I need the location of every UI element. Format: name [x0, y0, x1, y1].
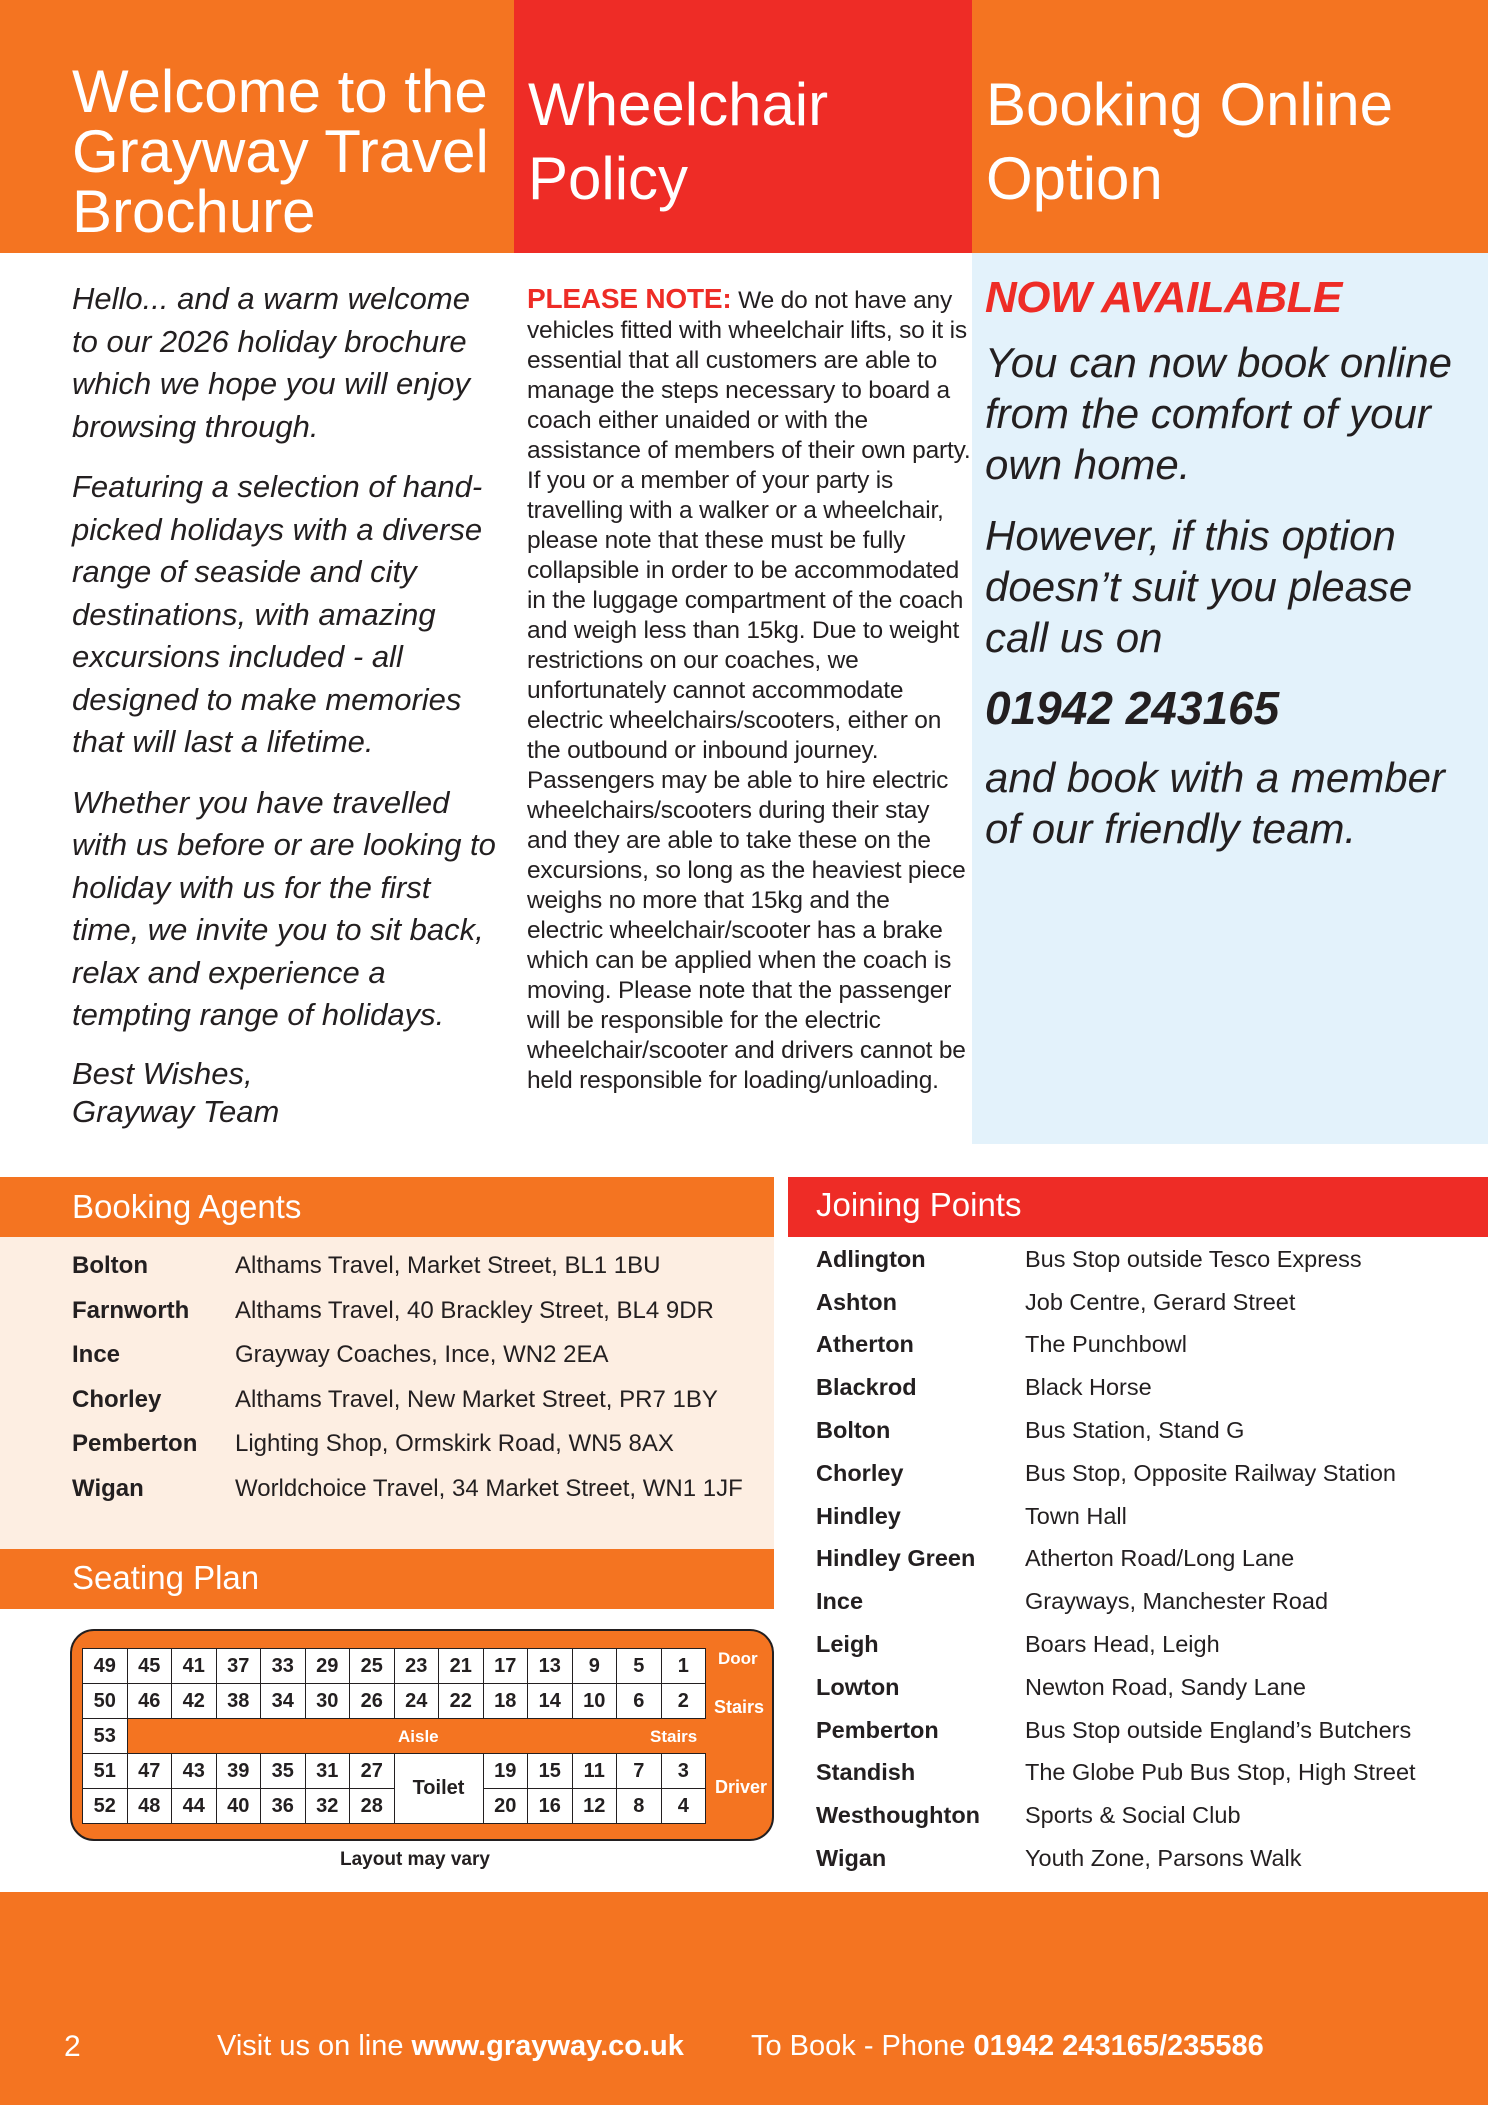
agent-row [72, 1333, 772, 1378]
seat: 23 [394, 1648, 440, 1684]
joining-row [816, 1623, 1488, 1666]
welcome-paragraph: Hello... and a warm welcome to our 2026 holiday brochure which we hope you will enjoy browsing through. [72, 281, 471, 444]
joining-location: Bus Stop outside Tesco Express [1025, 1245, 1362, 1272]
joining-location: The Punchbowl [1025, 1331, 1187, 1358]
signoff-team: Grayway Team [72, 1093, 280, 1129]
joining-town: Leigh [816, 1631, 879, 1658]
seat: 27 [349, 1753, 395, 1789]
agent-address: Althams Travel, New Market Street, PR7 1BY [235, 1385, 718, 1413]
to-book-label: To Book - Phone [751, 2030, 974, 2062]
seat: 48 [127, 1788, 173, 1824]
seat: 25 [349, 1648, 395, 1684]
agent-address: Althams Travel, Market Street, BL1 1BU [235, 1252, 661, 1280]
stairs-aisle-label: Stairs [650, 1727, 698, 1746]
booking-agents-title: Booking Agents [0, 1177, 774, 1237]
seat: 7 [616, 1753, 662, 1789]
agent-row [72, 1467, 772, 1512]
joining-row [816, 1281, 1488, 1324]
joining-town: Ashton [816, 1288, 897, 1315]
agent-town: Farnworth [72, 1296, 190, 1324]
agent-town: Chorley [72, 1385, 162, 1413]
joining-points-title: Joining Points [788, 1177, 1488, 1237]
seat: 24 [394, 1683, 440, 1719]
seat: 36 [260, 1788, 306, 1824]
agent-row [72, 1378, 772, 1423]
agent-town: Bolton [72, 1252, 148, 1280]
booking-header-line: Booking Online [986, 71, 1393, 138]
agent-address: Worldchoice Travel, 34 Market Street, WN1 1JF [235, 1474, 743, 1502]
booking-phone-numbers: 01942 243165/235586 [973, 2030, 1264, 2062]
agent-row [72, 1244, 772, 1289]
seat: 13 [527, 1648, 573, 1684]
stairs-side-label: Stairs [714, 1697, 765, 1717]
joining-location: Grayways, Manchester Road [1025, 1588, 1329, 1615]
joining-town: Bolton [816, 1417, 891, 1444]
agent-address: Althams Travel, 40 Brackley Street, BL4 9DR [235, 1296, 714, 1324]
seat: 31 [305, 1753, 351, 1789]
signoff-line: Best Wishes, [72, 1055, 253, 1091]
wheelchair-policy-text [527, 284, 972, 1096]
seat: 34 [260, 1683, 306, 1719]
aisle-label: Aisle [398, 1727, 439, 1746]
joining-town: Adlington [816, 1245, 926, 1272]
joining-row [816, 1666, 1488, 1709]
seat: 49 [82, 1648, 128, 1684]
joining-row [816, 1709, 1488, 1752]
seat: 11 [572, 1753, 618, 1789]
joining-row [816, 1538, 1488, 1581]
seat: 35 [260, 1753, 306, 1789]
now-available-label: NOW AVAILABLE [985, 273, 1342, 322]
joining-location: Job Centre, Gerard Street [1025, 1288, 1296, 1315]
footer-bar [0, 1892, 1488, 2105]
please-note-label: PLEASE NOTE: [527, 283, 732, 314]
wheelchair-header-line: Wheelchair [528, 71, 829, 138]
seat: 40 [216, 1788, 262, 1824]
seat: 42 [171, 1683, 217, 1719]
welcome-header-line: Welcome to the [72, 58, 488, 125]
joining-town: Atherton [816, 1331, 914, 1358]
seat: 4 [661, 1788, 707, 1824]
seat: 22 [438, 1683, 484, 1719]
seat: 15 [527, 1753, 573, 1789]
wheelchair-policy-body: We do not have any vehicles fitted with wheelchair lifts, so it is essential that all customers are able to manage the steps necessary to board a coach either unaided or with the assistance of members of their own party. If you or a member of your party is travelling with a walker or a wheelchair, please note that these must be fully collapsible in order to be accommodated in the luggage compartment of the coach and weigh less than 15kg. Due to weight restrictions on our coaches, we unfortunately cannot accommodate electric wheelchairs/scooters, either on the outbound or inbound journey. Passengers may be able to hire electric wheelchairs/scooters during their stay and they are able to take these on the excursions, so long as the heaviest piece weighs no more that 15kg and the electric wheelchair/scooter has a brake which can be applied when the coach is moving. Please note that the passenger will be responsible for the electric wheelchair/scooter and drivers cannot be held responsible for loading/unloading. [527, 287, 971, 1094]
agent-town: Wigan [72, 1474, 144, 1502]
joining-town: Standish [816, 1759, 916, 1786]
joining-row [816, 1409, 1488, 1452]
joining-row [816, 1238, 1488, 1281]
joining-town: Blackrod [816, 1374, 917, 1401]
joining-row [816, 1580, 1488, 1623]
layout-may-vary-note: Layout may vary [340, 1849, 490, 1870]
joining-town: Chorley [816, 1459, 904, 1486]
welcome-header [0, 0, 514, 253]
joining-location: Sports & Social Club [1025, 1802, 1241, 1829]
wheelchair-header [514, 0, 972, 253]
joining-row [816, 1495, 1488, 1538]
seat: 14 [527, 1683, 573, 1719]
joining-town: Westhoughton [816, 1802, 981, 1829]
seat: 52 [82, 1788, 128, 1824]
seat: 37 [216, 1648, 262, 1684]
joining-town: Hindley Green [816, 1545, 976, 1572]
phone-number: 01942 243165 [985, 682, 1280, 734]
seat: 12 [572, 1788, 618, 1824]
welcome-paragraph: Whether you have travelled with us before or are looking to holiday with us for the first time, we invite you to sit back, relax and experience a tempting range of holidays. [72, 784, 496, 1032]
agent-town: Pemberton [72, 1430, 198, 1458]
joining-row [816, 1794, 1488, 1837]
agent-address: Lighting Shop, Ormskirk Road, WN5 8AX [235, 1430, 674, 1458]
joining-row [816, 1452, 1488, 1495]
page-number: 2 [64, 2030, 81, 2063]
online-line: and book with a member of our friendly team. [985, 754, 1445, 852]
seat: 43 [171, 1753, 217, 1789]
seat: 30 [305, 1683, 351, 1719]
agent-town: Ince [72, 1341, 121, 1369]
driver-label: Driver [715, 1777, 768, 1797]
online-line: However, if this option doesn’t suit you please call us on [985, 512, 1413, 661]
joining-points-list [816, 1238, 1488, 1880]
seat: 33 [260, 1648, 306, 1684]
seat: 8 [616, 1788, 662, 1824]
seat: 19 [483, 1753, 529, 1789]
visit-label: Visit us on line [217, 2030, 412, 2062]
seat: 18 [483, 1683, 529, 1719]
joining-location: Bus Stop outside England’s Butchers [1025, 1716, 1412, 1743]
seat: 32 [305, 1788, 351, 1824]
seat: 51 [82, 1753, 128, 1789]
seat: 2 [661, 1683, 707, 1719]
seat: 21 [438, 1648, 484, 1684]
wheelchair-header-line: Policy [528, 145, 689, 212]
website-link[interactable]: www.grayway.co.uk [411, 2030, 684, 2062]
to-book-text [751, 2030, 1264, 2063]
welcome-header-line: Brochure [72, 178, 316, 245]
seat: 50 [82, 1683, 128, 1719]
signoff [72, 1055, 502, 1131]
seat: 16 [527, 1788, 573, 1824]
joining-row [816, 1366, 1488, 1409]
joining-town: Hindley [816, 1502, 901, 1529]
joining-location: The Globe Pub Bus Stop, High Street [1025, 1759, 1416, 1786]
joining-location: Bus Stop, Opposite Railway Station [1025, 1459, 1396, 1486]
seat: 17 [483, 1648, 529, 1684]
seat: 45 [127, 1648, 173, 1684]
joining-location: Black Horse [1025, 1374, 1152, 1401]
seat: 38 [216, 1683, 262, 1719]
joining-row [816, 1752, 1488, 1795]
online-line: You can now book online from the comfort of your own home. [985, 339, 1453, 488]
joining-location: Newton Road, Sandy Lane [1025, 1673, 1306, 1700]
seat: 41 [171, 1648, 217, 1684]
seat: 44 [171, 1788, 217, 1824]
booking-online-text [985, 272, 1480, 874]
seat: 39 [216, 1753, 262, 1789]
agent-row [72, 1289, 772, 1334]
seat: 3 [661, 1753, 707, 1789]
seat: 9 [572, 1648, 618, 1684]
joining-town: Ince [816, 1588, 864, 1615]
booking-header-line: Option [986, 145, 1163, 212]
joining-row [816, 1324, 1488, 1367]
toilet: Toilet [394, 1753, 484, 1824]
seat: 47 [127, 1753, 173, 1789]
seat: 10 [572, 1683, 618, 1719]
coach-seating-diagram [70, 1629, 774, 1841]
seat: 1 [661, 1648, 707, 1684]
visit-website-text [217, 2030, 684, 2063]
booking-agents-list [72, 1244, 772, 1511]
booking-online-header [972, 0, 1488, 253]
welcome-paragraph: Featuring a selection of hand-picked holidays with a diverse range of seaside and city destinations, with amazing excursions included - all designed to make memories that will last a lifetime. [72, 469, 483, 759]
joining-town: Pemberton [816, 1716, 939, 1743]
joining-town: Lowton [816, 1673, 900, 1700]
seat: 5 [616, 1648, 662, 1684]
joining-location: Bus Station, Stand G [1025, 1417, 1245, 1444]
welcome-text [72, 278, 502, 1131]
joining-location: Town Hall [1025, 1502, 1127, 1529]
seat: 29 [305, 1648, 351, 1684]
joining-location: Atherton Road/Long Lane [1025, 1545, 1295, 1572]
door-label: Door [718, 1649, 758, 1668]
seat: 26 [349, 1683, 395, 1719]
seat: 6 [616, 1683, 662, 1719]
welcome-header-line: Grayway Travel [72, 118, 489, 185]
joining-row [816, 1837, 1488, 1880]
joining-location: Boars Head, Leigh [1025, 1631, 1220, 1658]
seat: 20 [483, 1788, 529, 1824]
joining-location: Youth Zone, Parsons Walk [1025, 1845, 1302, 1872]
joining-town: Wigan [816, 1845, 887, 1872]
seat: 28 [349, 1788, 395, 1824]
agent-address: Grayway Coaches, Ince, WN2 2EA [235, 1341, 609, 1369]
seating-plan-title: Seating Plan [0, 1549, 774, 1609]
seat: 46 [127, 1683, 173, 1719]
seat: 53 [82, 1718, 128, 1754]
agent-row [72, 1422, 772, 1467]
